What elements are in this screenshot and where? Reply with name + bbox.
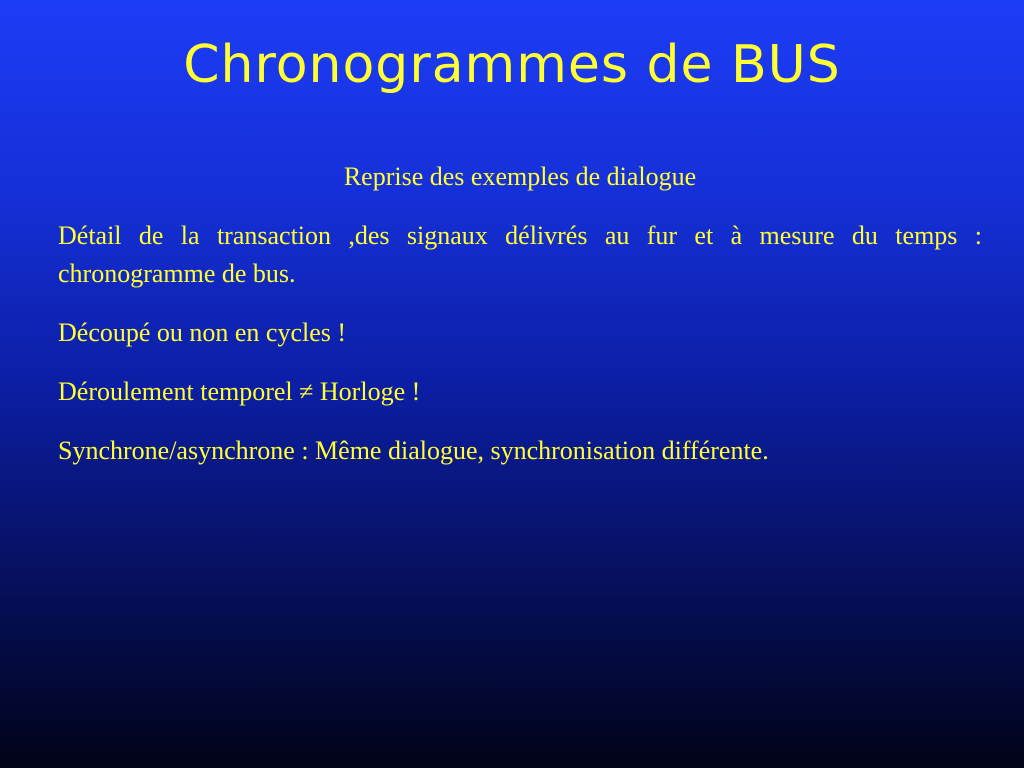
paragraph-cycles: Découpé ou non en cycles ! bbox=[58, 318, 347, 347]
slide-body bbox=[58, 158, 982, 491]
paragraph-sync-async: Synchrone/asynchrone : Même dialogue, synchronisation différente. bbox=[58, 436, 769, 465]
paragraph-temporal: Déroulement temporel ≠ Horloge ! bbox=[58, 377, 421, 406]
slide-title: Chronogrammes de BUS bbox=[183, 35, 841, 95]
slide-subtitle: Reprise des exemples de dialogue bbox=[343, 162, 697, 191]
paragraph-transaction-detail: Détail de la transaction ,des signaux délivrés au fur et à mesure du temps : chronogramme de bus. bbox=[58, 221, 982, 288]
